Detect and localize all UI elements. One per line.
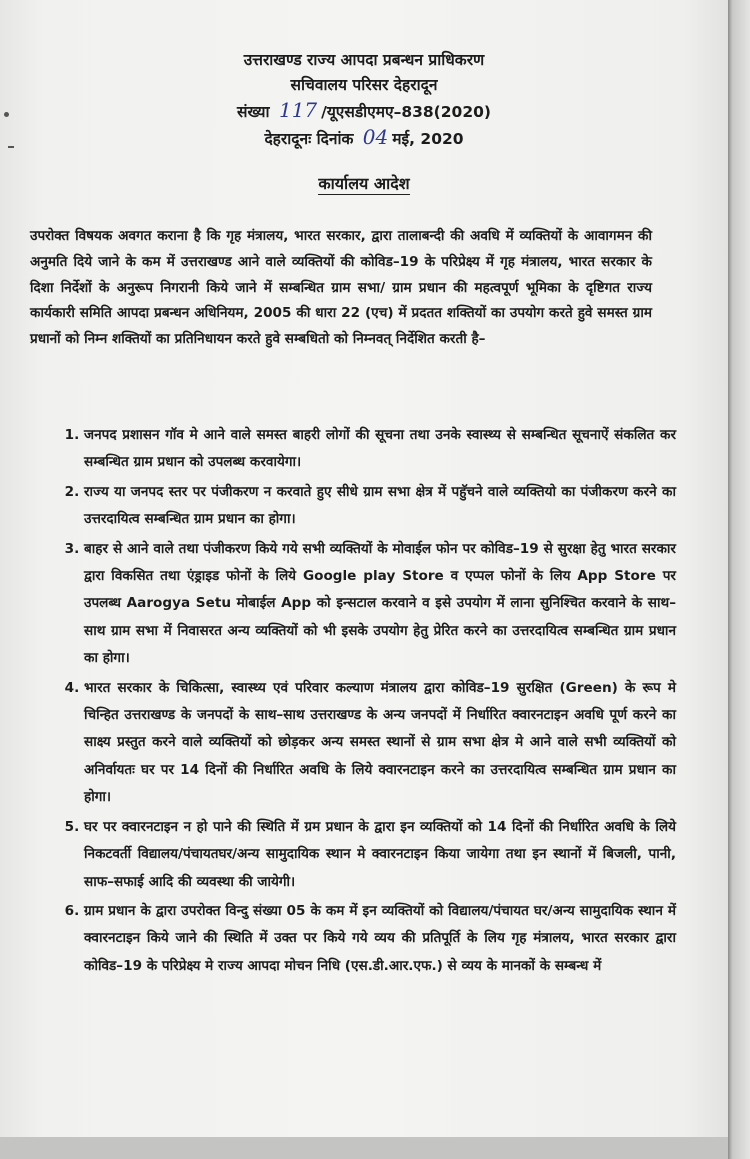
list-item: 5. घर पर क्वारनटाइन न हो पाने की स्थिति में ग्रम प्रधान के द्वारा इन व्यक्तियों को 14 दिनों की निर्धारित अवधि के लिये निकटवर्ती विद्यालय/पंचायतघर/अन्य सामुदायिक स्थान मे क्वारनटाइन किया जायेगा तथा इन स्थानों में बिजली, पानी, साफ–सफाई आदि की व्यवस्था की जायेगी। — [84, 814, 676, 896]
letterhead — [0, 48, 728, 152]
org-address: सचिवालय परिसर देहरादून — [290, 76, 438, 94]
page-bottom-shadow — [0, 1137, 728, 1159]
date-prefix: देहरादूनः दिनांक — [264, 130, 354, 148]
order-title: कार्यालय आदेश — [318, 174, 410, 193]
list-item: 3. बाहर से आने वाले तथा पंजीकरण किये गये सभी व्यक्तियों के मोवाईल फोन पर कोविड–19 से सुरक्षा हेतु भारत सरकार द्वारा विकसित तथा एंड्राइड फोनों के लिये Google play Store व एप्पल फोनों के लिय App Store पर उपलब्ध Aarogya Setu मोबाईल App को इन्सटाल करवाने व इसे उपयोग में लाना सुनिश्चित करवाने के साथ–साथ ग्राम सभा में निवासरत अन्य व्यक्तियों को भी इसके उपयोग हेतु प्रेरित करने का उत्तरदायित्व सम्बन्धित ग्राम प्रधान का होगा। — [84, 536, 676, 673]
org-name: उत्तराखण्ड राज्य आपदा प्रबन्धन प्राधिकरण — [243, 51, 485, 69]
reference-suffix: /यूएसडीएमए–838(2020) — [321, 103, 491, 121]
date-line — [0, 125, 728, 152]
list-item: 6. ग्राम प्रधान के द्वारा उपरोक्त विन्दु संख्या 05 के कम में इन व्यक्तियों को विद्यालय/पंचायत घर/अन्य सामुदायिक स्थान में क्वारनटाइन किये जाने की स्थिति में उक्त पर किये गये व्यय की प्रतिपूर्ति के लिय गृह मंत्रालय, भारत सरकार द्वारा कोविड–19 के परिप्रेक्ष्य मे राज्य आपदा मोचन निधि (एस.डी.आर.एफ.) से व्यय के मानकों के सम्बन्ध में — [84, 898, 676, 980]
date-day: 04 — [362, 125, 389, 149]
directive-list — [60, 422, 676, 982]
list-item: 4. भारत सरकार के चिकित्सा, स्वास्थ्य एवं परिवार कल्याण मंत्रालय द्वारा कोविड–19 सुरक्षित (Green) के रूप मे चिन्हित उत्तराखण्ड के जनपदों के साथ–साथ उत्तराखण्ड के अन्य जनपदों में निर्धारित क्वारनटाइन अवधि पूर्ण करने का साक्ष्य प्रस्तुत करने वाले व्यक्तियों को छोड़कर अन्य समस्त स्थानों से ग्राम सभा क्षेत्र मे आने वाले सभी व्यक्तियों को अनिर्वायतः घर पर 14 दिनों की निर्धारित अवधि के लिये क्वारनटाइन करने का उत्तरदायित्व सम्बन्धित ग्राम प्रधान का होगा। — [84, 675, 676, 812]
page-edge-shadow — [728, 0, 750, 1159]
list-item: 1. जनपद प्रशासन गॉव मे आने वाले समस्त बाहरी लोगों की सूचना तथा उनके स्वास्थ्य से सम्बन्धित सूचनाऐं संकलित कर सम्बन्धित ग्राम प्रधान को उपलब्ध करवायेगा। — [84, 422, 676, 477]
title-wrap — [0, 172, 728, 194]
date-suffix: मई, 2020 — [392, 130, 464, 148]
reference-label: संख्या — [237, 103, 270, 121]
list-item: 2. राज्य या जनपद स्तर पर पंजीकरण न करवाते हुए सीधे ग्राम सभा क्षेत्र में पहुॅचने वाले व्यक्तियो का पंजीकरण करने का उत्तरदायित्व सम्बन्धित ग्राम प्रधान का होगा। — [84, 479, 676, 534]
intro-paragraph: उपरोक्त विषयक अवगत कराना है कि गृह मंत्रालय, भारत सरकार, द्वारा तालाबन्दी की अवधि में व्यक्तियों के आवागमन की अनुमति दिये जाने के कम में उत्तराखण्ड आने वाले व्यक्तियों की कोविड–19 के परिप्रेक्ष्य में गृह मंत्रालय, भारत सरकार के दिशा निर्देशों के अनुरूप निगरानी किये जाने में सम्बन्धित ग्राम सभा/ ग्राम प्रधान की महत्वपूर्ण भूमिका के दृष्टिगत राज्य कार्यकारी समिति आपदा प्रबन्धन अधिनियम, 2005 की धारा 22 (एच) में प्रदतत शक्तियों का उपयोग करते हुवे समस्त ग्राम प्रधानों को निम्न शक्तियों का प्रतिनिधायन करते हुवे सम्बधितो को निम्नवत् निर्देशित करती है– — [30, 228, 652, 348]
reference-number: 117 — [278, 98, 318, 122]
reference-line — [0, 98, 728, 125]
